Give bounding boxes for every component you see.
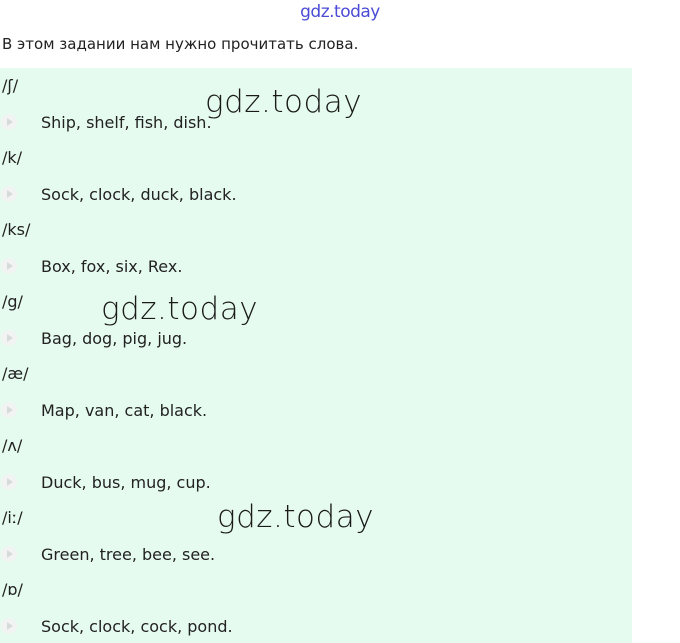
word-list: Ship, shelf, fish, dish. [41,113,212,132]
play-icon[interactable] [1,402,17,418]
word-list: Sock, clock, cock, pond. [41,617,233,636]
word-list: Green, tree, bee, see. [41,545,216,564]
word-list: Duck, bus, mug, cup. [41,473,211,492]
word-list: Sock, clock, duck, black. [41,185,237,204]
sound-label: /iː/ [2,508,23,527]
watermark: gdz.today [217,499,375,535]
play-icon[interactable] [1,474,17,490]
sound-label: /g/ [2,292,23,311]
sound-label: /ɒ/ [2,580,23,599]
watermark: gdz.today [101,291,259,327]
play-icon[interactable] [1,186,17,202]
play-icon[interactable] [1,114,17,130]
play-icon[interactable] [1,618,17,634]
sound-label: /æ/ [2,364,29,383]
top-watermark: gdz.today [300,2,380,22]
exercise-panel [0,68,632,643]
intro-text: В этом задании нам нужно прочитать слова. [2,35,359,53]
play-icon[interactable] [1,546,17,562]
play-icon[interactable] [1,330,17,346]
play-icon[interactable] [1,258,17,274]
word-list: Bag, dog, pig, jug. [41,329,188,348]
sound-label: /k/ [2,148,23,167]
sound-label: /ʌ/ [2,436,23,455]
word-list: Box, fox, six, Rex. [41,257,183,276]
word-list: Map, van, cat, black. [41,401,208,420]
watermark: gdz.today [205,84,363,120]
sound-label: /ks/ [2,220,31,239]
sound-label: /ʃ/ [2,76,19,95]
